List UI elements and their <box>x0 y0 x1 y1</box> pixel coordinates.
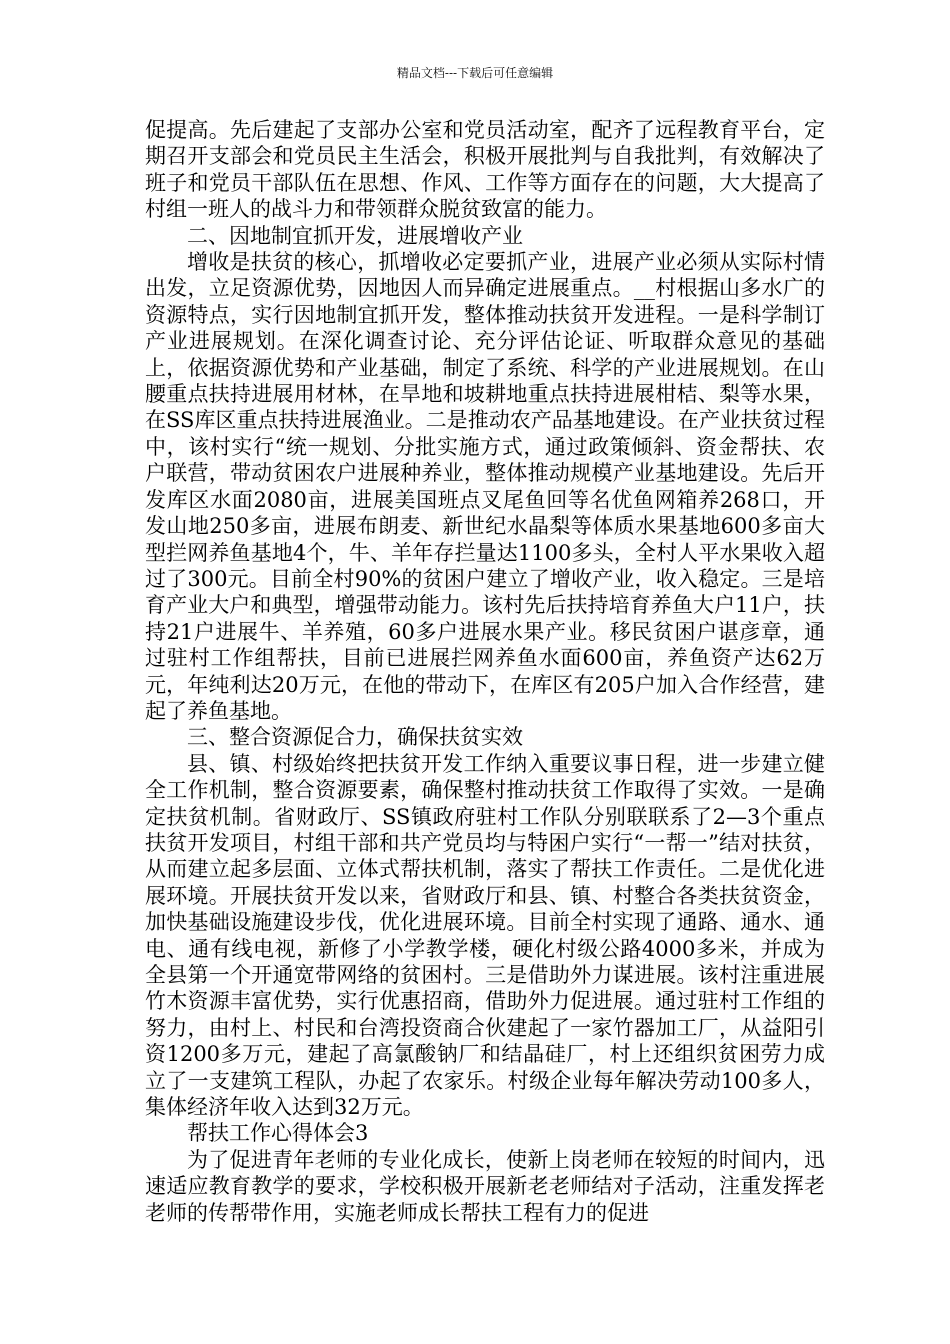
page-header: 精品文档---下载后可任意编辑 <box>396 66 554 80</box>
paragraph-resources: 县、镇、村级始终把扶贫开发工作纳入重要议事日程，进一步建立健全工作机制，整合资源要素，确保整村推动扶贫工作取得了实效。一是确定扶贫机制。省财政厅、SS镇政府驻村工作队分别联联系了2—3个重点扶贫开发项目，村组干部和共产党员均与特困户实行“一帮一”结对扶贫，从而建立起多层面、立体式帮扶机制，落实了帮扶工作责任。二是优化进展环境。开展扶贫开发以来，省财政厅和县、镇、村整合各类扶贫资金，加快基础设施建设步伐，优化进展环境。目前全村实现了通路、通水、通电、通有线电视，新修了小学教学楼，硬化村级公路4000多米，并成为全县第一个开通宽带网络的贫困村。三是借助外力谋进展。该村注重进展竹木资源丰富优势，实行优惠招商，借助外力促进展。通过驻村工作组的努力，由村上、村民和台湾投资商合伙建起了一家竹器加工厂，从益阳引资1200多万元，建起了高氯酸钠厂和结晶硅厂，村上还组织贫困劳力成立了一支建筑工程队，办起了农家乐。村级企业每年解决劳动100多人，集体经济年收入达到32万元。 <box>145 751 825 1120</box>
section-heading-3: 三、整合资源促合力，确保扶贫实效 <box>187 725 523 750</box>
article-title-3: 帮扶工作心得体会3 <box>187 1121 369 1146</box>
paragraph-teachers: 为了促进青年老师的专业化成长，使新上岗老师在较短的时间内，迅速适应教育教学的要求，学校积极开展新老老师结对子活动，注重发挥老老师的传帮带作用，实施老师成长帮扶工程有力的促进 <box>145 1147 825 1225</box>
document-body <box>145 117 825 1226</box>
section-heading-2: 二、因地制宜抓开发，进展增收产业 <box>187 223 523 248</box>
paragraph-industry: 增收是扶贫的核心，抓增收必定要抓产业，进展产业必须从实际村情出发，立足资源优势，因地因人而异确定进展重点。__村根据山多水广的资源特点，实行因地制宜抓开发，整体推动扶贫开发进程。一是科学制订产业进展规划。在深化调查讨论、充分评估论证、听取群众意见的基础上，依据资源优势和产业基础，制定了系统、科学的产业进展规划。在山腰重点扶持进展用材林，在旱地和坡耕地重点扶持进展柑桔、梨等水果，在SS库区重点扶持进展渔业。二是推动农产品基地建设。在产业扶贫过程中，该村实行“统一规划、分批实施方式，通过政策倾斜、资金帮扶、农户联营，带动贫困农户进展种养业，整体推动规模产业基地建设。先后开发库区水面2080亩，进展美国班点叉尾鱼回等名优鱼网箱养268口，开发山地250多亩，进展布朗麦、新世纪水晶梨等体质水果基地600多亩大型拦网养鱼基地4个，牛、羊年存拦量达1100多头，全村人平水果收入超过了300元。目前全村90%的贫困户建立了增收产业，收入稳定。三是培育产业大户和典型，增强带动能力。该村先后扶持培育养鱼大户11户，扶持21户进展牛、羊养殖，60多户进展水果产业。移民贫困户谌彦章，通过驻村工作组帮扶，目前已进展拦网养鱼水面600亩，养鱼资产达62万元，年纯利达20万元，在他的带动下，在库区有205户加入合作经营，建起了养鱼基地。 <box>145 250 825 723</box>
paragraph-continuation: 促提高。先后建起了支部办公室和党员活动室，配齐了远程教育平台，定期召开支部会和党员民主生活会，积极开展批判与自我批判，有效解决了班子和党员干部队伍在思想、作风、工作等方面存在的问题，大大提高了村组一班人的战斗力和带领群众脱贫致富的能力。 <box>145 118 825 222</box>
